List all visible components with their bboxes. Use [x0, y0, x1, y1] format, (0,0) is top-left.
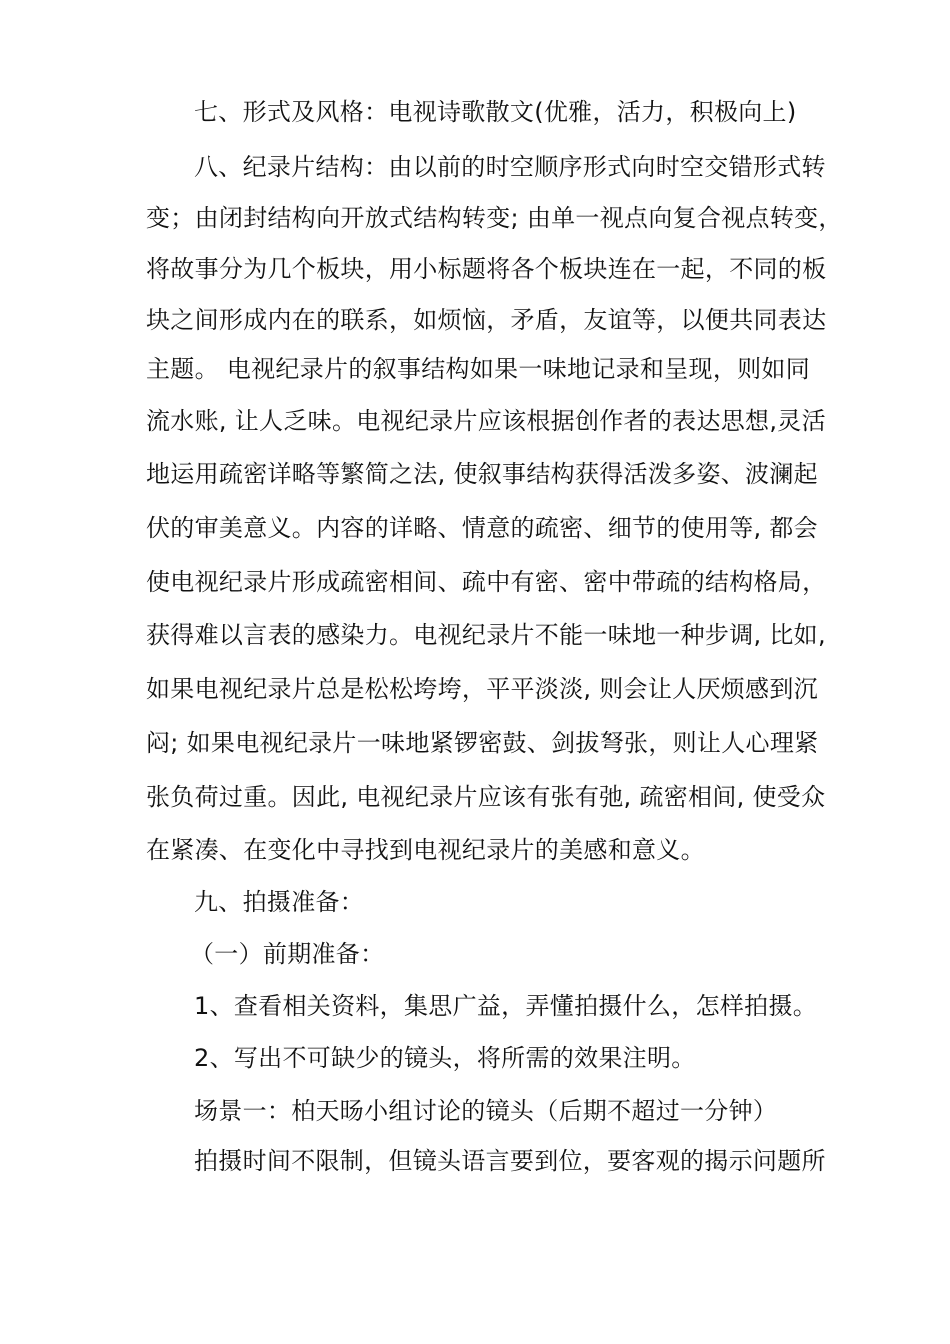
- paragraph-line: 伏的审美意义。内容的详略、情意的疏密、细节的使用等, 都会: [146, 514, 818, 542]
- paragraph-line: 变；由闭封结构向开放式结构转变; 由单一视点向复合视点转变，: [146, 204, 843, 232]
- paragraph-line: 拍摄时间不限制，但镜头语言要到位，要客观的揭示问题所: [194, 1147, 826, 1175]
- heading-form-style: 七、形式及风格：电视诗歌散文(优雅，活力，积极向上): [194, 98, 797, 126]
- paragraph-line: 获得难以言表的感染力。电视纪录片不能一味地一种步调, 比如,: [146, 621, 826, 649]
- paragraph-line: 将故事分为几个板块，用小标题将各个板块连在一起，不同的板: [146, 255, 827, 283]
- subheading-pre-production: （一）前期准备：: [190, 940, 385, 968]
- paragraph-line: 块之间形成内在的联系，如烦恼，矛盾，友谊等，以便共同表达: [146, 306, 827, 334]
- list-item-1: 1、查看相关资料，集思广益，弄懂拍摄什么，怎样拍摄。: [194, 992, 818, 1020]
- paragraph-line: 如果电视纪录片总是松松垮垮，平平淡淡, 则会让人厌烦感到沉: [146, 675, 818, 703]
- paragraph-line: 张负荷过重。因此, 电视纪录片应该有张有弛, 疏密相间, 使受众: [146, 783, 826, 811]
- paragraph-line: 使电视纪录片形成疏密相间、疏中有密、密中带疏的结构格局，: [146, 568, 827, 596]
- paragraph-line: 在紧凑、在变化中寻找到电视纪录片的美感和意义。: [146, 836, 705, 864]
- heading-shooting-prep: 九、拍摄准备：: [194, 888, 365, 916]
- paragraph-line: 流水账, 让人乏味。电视纪录片应该根据创作者的表达思想,灵活: [146, 407, 826, 435]
- paragraph-line: 地运用疏密详略等繁简之法, 使叙事结构获得活泼多姿、波澜起: [146, 460, 818, 488]
- list-item-2: 2、写出不可缺少的镜头，将所需的效果注明。: [194, 1044, 696, 1072]
- heading-structure: 八、纪录片结构：由以前的时空顺序形式向时空交错形式转: [194, 153, 826, 181]
- paragraph-line: 主题。 电视纪录片的叙事结构如果一味地记录和呈现，则如同: [146, 355, 811, 383]
- paragraph-line: 闷; 如果电视纪录片一味地紧锣密鼓、剑拔弩张，则让人心理紧: [146, 729, 819, 757]
- scene-one-heading: 场景一：柏天旸小组讨论的镜头（后期不超过一分钟）: [194, 1097, 778, 1125]
